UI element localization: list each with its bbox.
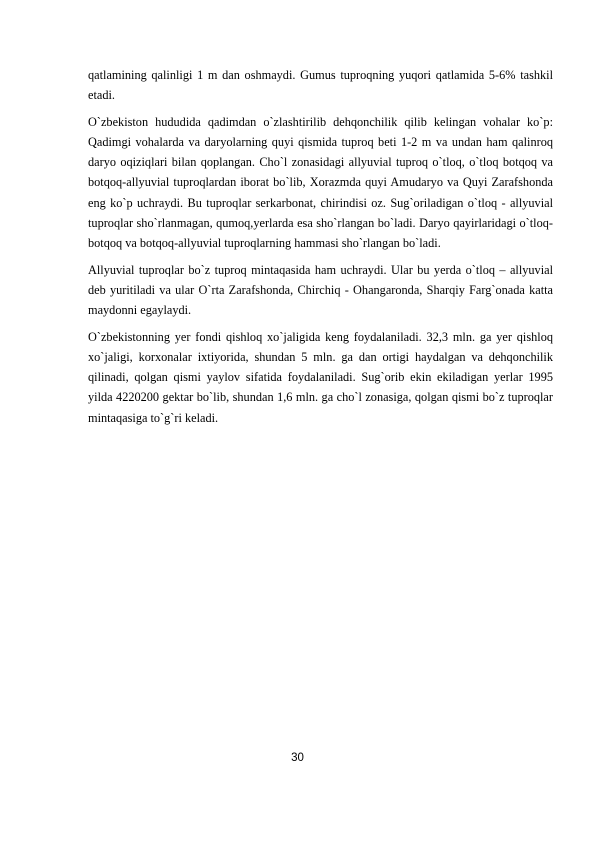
page-body: [88, 65, 553, 435]
paragraph-oases: O`zbekiston hududida qadimdan o`zlashtirilib dehqonchilik qilib kelingan vohalar ko`p: Qadimgi vohalarda va daryolarning quyi qismida tuproq beti 1-2 m va undan ham qalinroq daryo oqiziqlari bilan qoplangan. Cho`l zonasidagi allyuvial tuproq o`tloq, o`tloq botqoq va botqoq-allyuvial tuproqlardan iborat bo`lib, Xorazmda quyi Amudaryo va Quyi Zarafshonda eng ko`p uchraydi. Bu tuproqlar serkarbonat, chirindisi oz. Sug`oriladigan o`tloq - allyuvial tuproqlar sho`rlanmagan, qumoq,yerlarda esa sho`rlangan bo`ladi. Daryo qayirlaridagi o`tloq-botqoq va botqoq-allyuvial tuproqlarning hammasi sho`rlangan bo`ladi.: [88, 115, 553, 250]
paragraph-land-fund: O`zbekistonning yer fondi qishloq xo`jaligida keng foydalaniladi. 32,3 mln. ga yer qishloq xo`jaligi, korxonalar ixtiyorida, shundan 5 mln. ga dan ortigi haydalgan va dehqonchilik qilinadi, qolgan qismi yaylov sifatida foydalaniladi. Sug`orib ekin ekiladigan yerlar 1995 yilda 4220200 gektar bo`lib, shundan 1,6 mln. ga cho`l zonasiga, qolgan qismi bo`z tuproqlar mintaqasiga to`g`ri keladi.: [88, 330, 553, 425]
paragraph-alluvial: Allyuvial tuproqlar bo`z tuproq mintaqasida ham uchraydi. Ular bu yerda o`tloq – allyuvial deb yuritiladi va ular O`rta Zarafshonda, Chirchiq - Ohangaronda, Sharqiy Farg`onada katta maydonni egaylaydi.: [88, 262, 553, 318]
page-number: 30: [291, 752, 304, 764]
paragraph-humus: qatlamining qalinligi 1 m dan oshmaydi. Gumus tuproqning yuqori qatlamida 5-6% tashkil etadi.: [88, 68, 553, 103]
